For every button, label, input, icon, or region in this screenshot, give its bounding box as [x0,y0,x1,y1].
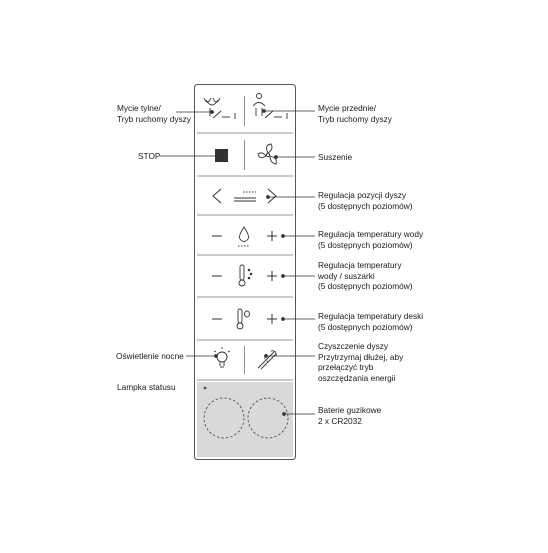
label-air-temp: Regulacja temperatury wody / suszarki (5 dostępnych poziomów) [318,260,413,291]
rear-wash-button[interactable] [197,88,243,132]
label-stop: STOP [138,151,161,161]
label-nozzle-position: Regulacja pozycji dyszy (5 dostępnych poziomów) [318,190,413,211]
label-night-light: Oświetlenie nocne [116,351,184,361]
battery-compartment [197,382,293,457]
label-seat-temp: Regulacja temperatury deski (5 dostępnych poziomów) [318,311,424,332]
front-wash-button[interactable] [246,88,293,132]
dry-button[interactable] [246,135,293,175]
label-water-temp: Regulacja temperatury wody (5 dostępnych poziomów) [318,229,424,250]
label-rear-wash: Mycie tylne/ Tryb ruchomy dyszy [117,103,191,124]
night-light-button[interactable] [197,342,243,379]
label-status-lamp: Lampka statusu [117,382,176,392]
nozzle-clean-button[interactable] [246,342,293,379]
status-lamp [204,387,207,390]
label-nozzle-clean: Czyszczenie dyszy Przytrzymaj dłużej, aby przełączyć tryb oszczędzania energii [318,341,404,383]
label-batteries: Baterie guzikowe 2 x CR2032 [318,405,382,426]
label-dry: Suszenie [318,152,353,162]
label-front-wash: Mycie przednie/ Tryb ruchomy dyszy [318,103,392,124]
